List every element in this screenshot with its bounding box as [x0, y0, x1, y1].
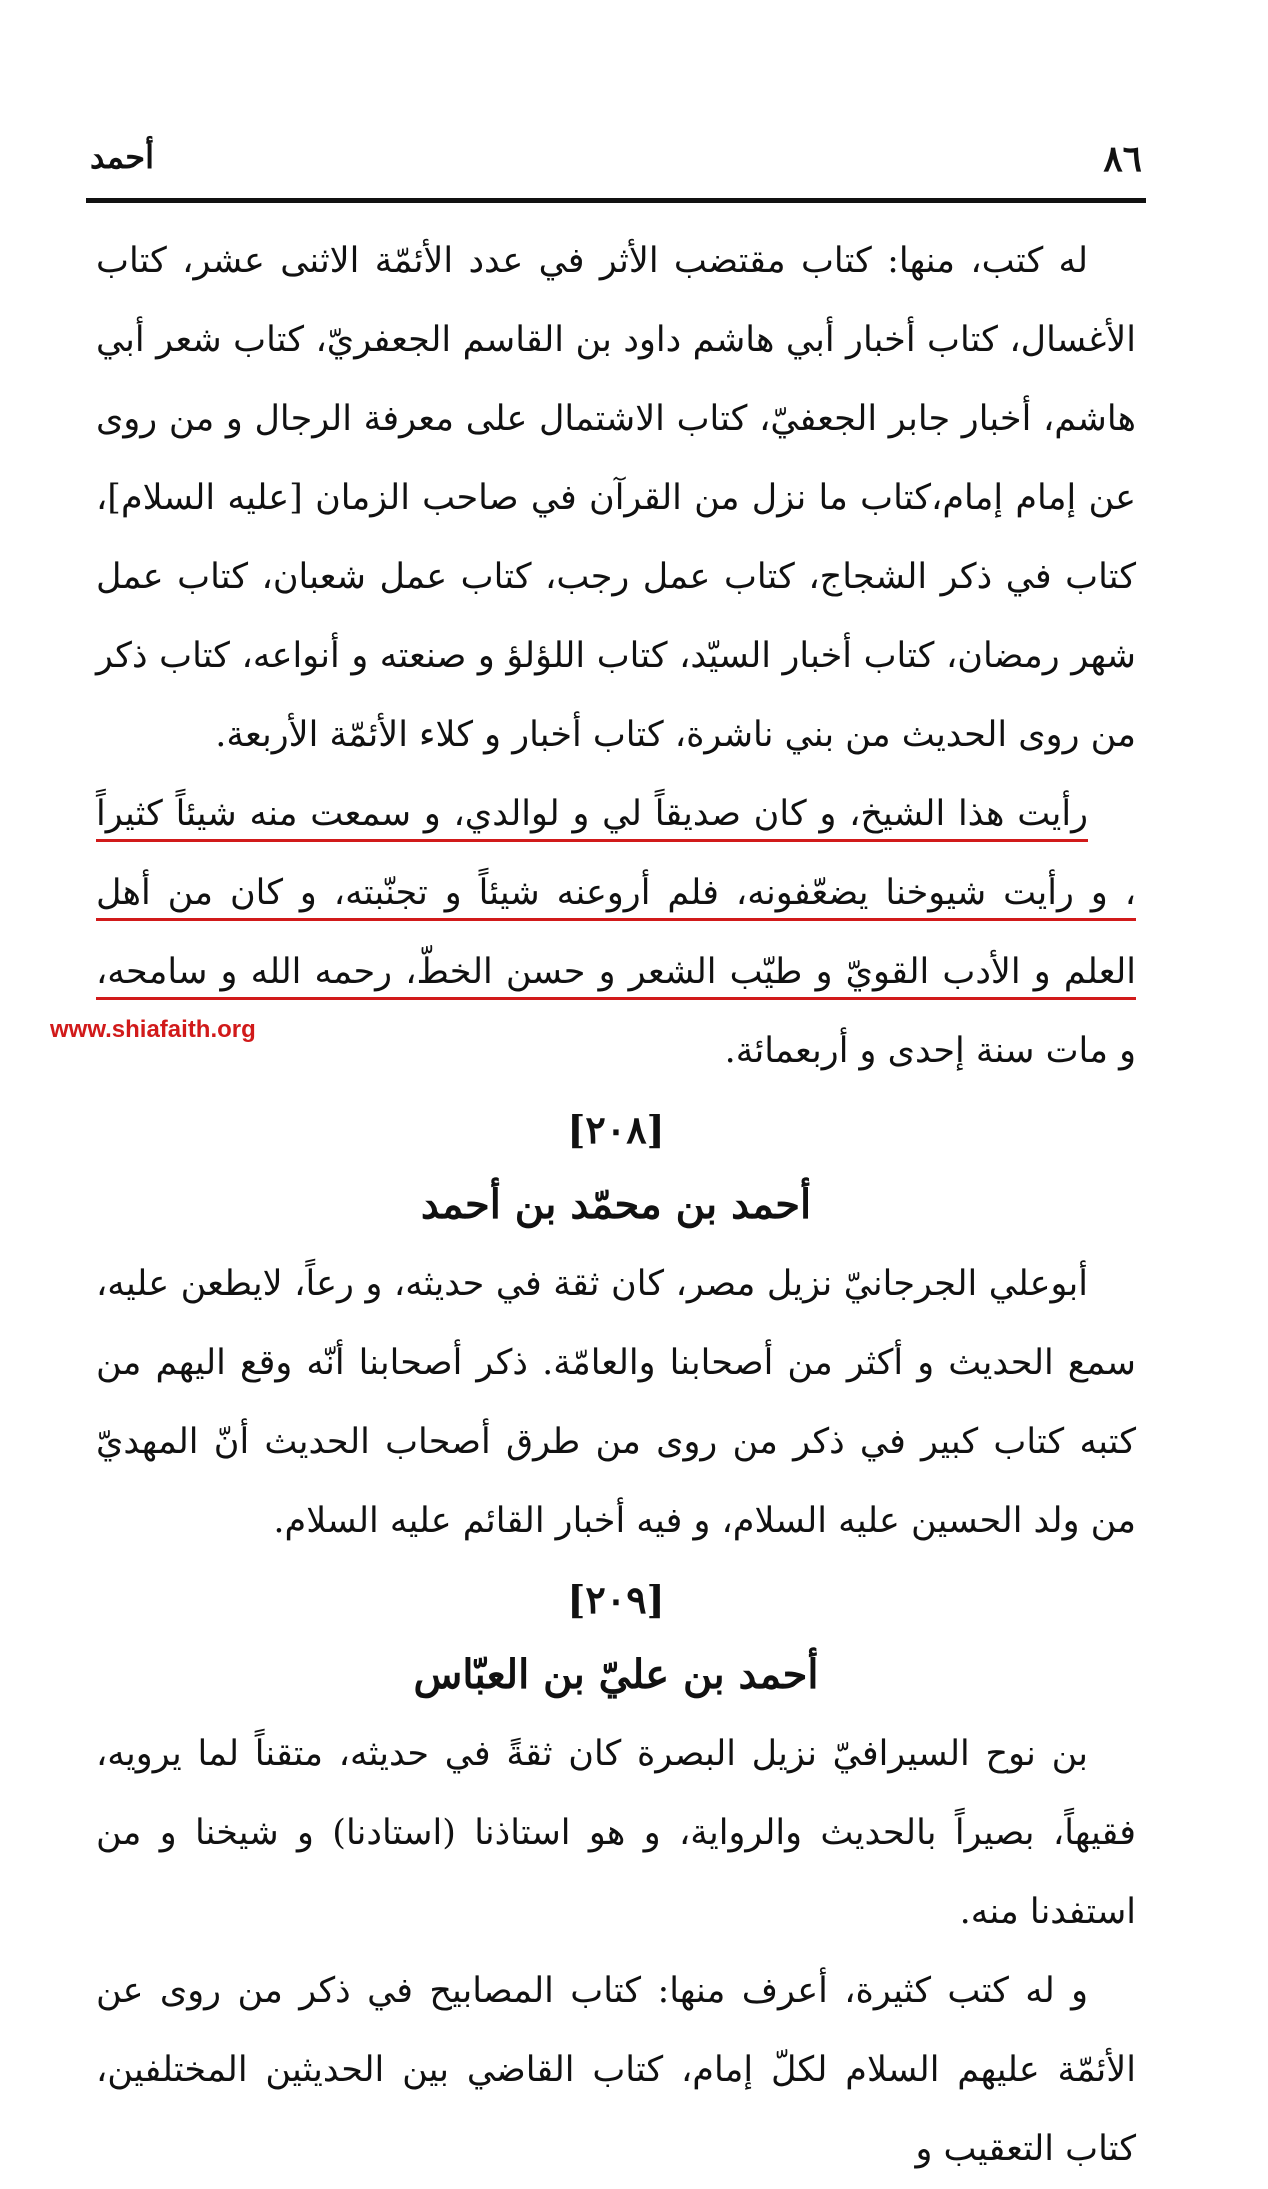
entry-text-209: بن نوح السيرافيّ نزيل البصرة كان ثقةً في حديثه، متقناً لما يرويه، فقيهاً، بصيراً بالحديث والرواية، و هو استاذنا (استادنا) و شيخنا و من استفدنا منه. — [96, 1734, 1136, 1932]
paragraph-books: له كتب، منها: كتاب مقتضب الأثر في عدد الأئمّة الاثنى عشر، كتاب الأغسال، كتاب أخبار أبي هاشم داود بن القاسم الجعفريّ، كتاب شعر أبي هاشم، أخبار جابر الجعفيّ، كتاب الاشتمال على معرفة الرجال و من روى عن إمام إمام،كتاب ما نزل من القرآن في صاحب الزمان [عليه السلام]، كتاب في ذكر الشجاج، كتاب عمل رجب، كتاب عمل شعبان، كتاب عمل شهر رمضان، كتاب أخبار السيّد، كتاب اللؤلؤ و صنعته و أنواعه، كتاب ذكر من روى الحديث من بني ناشرة، كتاب أخبار و كلاء الأئمّة الأربعة. — [96, 241, 1136, 755]
entry-title-209: أحمد بن عليّ بن العبّاس — [413, 1651, 819, 1698]
highlighted-passage: رأيت هذا الشيخ، و كان صديقاً لي و لوالدي، و سمعت منه شيئاً كثيراً ، و رأيت شيوخنا يضعّفونه، فلم أروعنه شيئاً و تجنّبته، و كان من أهل العلم و الأدب القويّ و طيّب الشعر و حسن الخطّ، رحمه الله و سامحه، — [96, 794, 1136, 992]
page-body — [96, 222, 1136, 2189]
entry-text-208: أبوعلي الجرجانيّ نزيل مصر، كان ثقة في حديثه، و رعاً، لايطعن عليه، سمع الحديث و أكثر من أصحابنا والعامّة. ذكر أصحابنا أنّه وقع اليهم من كتبه كتاب كبير في ذكر من روى من طرق أصحاب الحديث أنّ المهديّ من ولد الحسين عليه السلام، و فيه أخبار القائم عليه السلام. — [96, 1264, 1136, 1541]
page-number: ٨٦ — [1103, 138, 1142, 180]
header-rule — [86, 198, 1146, 203]
page-header — [86, 138, 1146, 198]
entry-text-209-books: و له كتب كثيرة، أعرف منها: كتاب المصابيح في ذكر من روى عن الأئمّة عليهم السلام لكلّ إمام، كتاب القاضي بين الحديثين المختلفين، كتاب التعقيب و — [96, 1971, 1136, 2169]
entry-title-208: أحمد بن محمّد بن أحمد — [420, 1181, 812, 1228]
entry-number-208: [٢٠٨] — [567, 1107, 665, 1152]
paragraph-opinion-rest: و مات سنة إحدى و أربعمائة. — [724, 1031, 1136, 1071]
running-title: أحمد — [90, 138, 154, 176]
paragraph-opinion — [96, 775, 1136, 1091]
watermark: www.shiafaith.org — [50, 1016, 256, 1043]
entry-number-209: [٢٠٩] — [567, 1577, 665, 1622]
